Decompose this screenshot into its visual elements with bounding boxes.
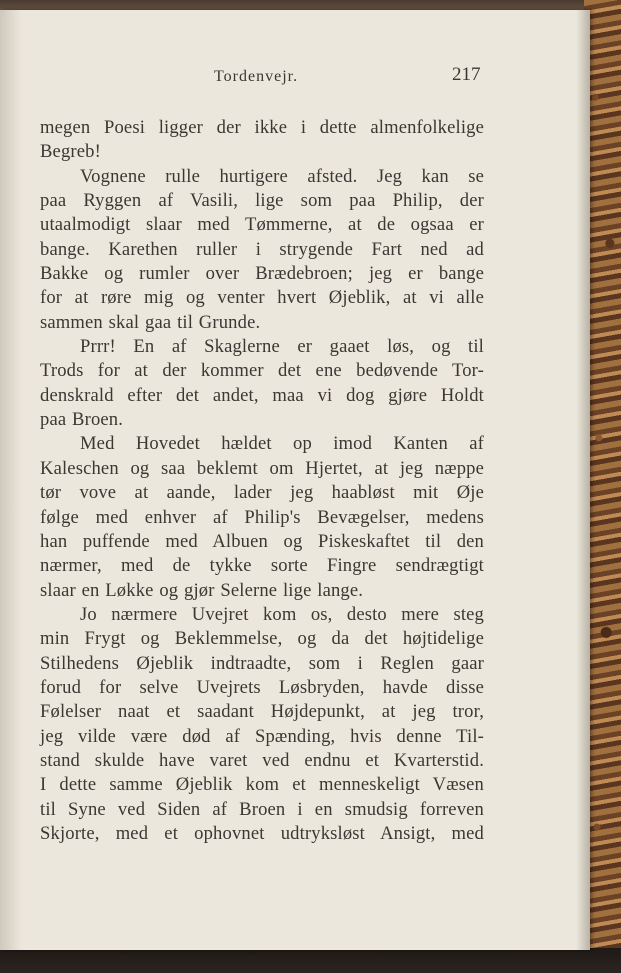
text-line: bange. Karethen ruller i strygende Fart ned ad — [40, 238, 484, 260]
text-line: Trods for at der kommer det ene bedøvende Tor- — [40, 360, 484, 382]
running-head — [0, 62, 590, 88]
text-line: sammen skal gaa til Grunde. — [40, 311, 261, 333]
text-line: Skjorte, med et ophovnet udtryksløst Ansigt, med — [40, 822, 484, 844]
text-line: Kaleschen og saa beklemt om Hjertet, at jeg næppe — [40, 457, 484, 479]
text-line: følge med enhver af Philip's Bevægelser, medens — [40, 506, 484, 528]
page-number: 217 — [452, 64, 481, 85]
text-line: utaalmodigt slaar med Tømmerne, at de ogsaa er — [40, 214, 484, 236]
text-line: Vognene rulle hurtigere afsted. Jeg kan se — [80, 165, 484, 187]
text-line: denskrald efter det andet, maa vi dog gjøre Holdt — [40, 384, 484, 406]
text-line: Følelser naat et saadant Højdepunkt, at jeg tror, — [40, 701, 484, 723]
text-line: nærmer, med de tykke sorte Fingre sendrægtigt — [40, 555, 484, 577]
text-line: Prrr! En af Skaglerne er gaaet løs, og til — [80, 336, 484, 358]
running-title: Tordenvejr. — [214, 68, 299, 85]
text-line: megen Poesi ligger der ikke i dette almenfolkelige — [40, 117, 484, 138]
book-page — [0, 10, 590, 950]
body-text — [40, 116, 484, 846]
text-line: tør vove at aande, lader jeg haabløst mit Øje — [40, 482, 484, 504]
book-bottom-edge — [0, 948, 621, 973]
text-line: paa Ryggen af Vasili, lige som paa Philip, der — [40, 190, 484, 212]
text-line: Jo nærmere Uvejret kom os, desto mere steg — [80, 603, 484, 625]
text-line: for at røre mig og venter hvert Øjeblik, at vi alle — [40, 287, 484, 309]
text-line: paa Broen. — [40, 409, 124, 431]
text-line: jeg vilde være død af Spænding, hvis denne Til- — [40, 725, 484, 747]
text-line: forud for selve Uvejrets Løsbryden, havde disse — [40, 676, 484, 698]
text-line: slaar en Løkke og gjør Selerne lige lange. — [40, 579, 364, 601]
text-line: til Syne ved Siden af Broen i en smudsig forreven — [40, 798, 484, 820]
text-line: Stilhedens Øjeblik indtraadte, som i Reglen gaar — [40, 652, 484, 674]
text-line: Begreb! — [40, 141, 101, 163]
text-line: min Frygt og Beklemmelse, og da det højtidelige — [40, 628, 484, 650]
text-line: han puffende med Albuen og Piskeskaftet til den — [40, 530, 484, 552]
text-line: Bakke og rumler over Brædebroen; jeg er bange — [40, 263, 484, 285]
text-line: Med Hovedet hældet op imod Kanten af — [80, 433, 484, 455]
text-line: I dette samme Øjeblik kom et menneskeligt Væsen — [40, 774, 484, 796]
text-line: stand skulde have varet ved endnu et Kvarterstid. — [40, 749, 484, 771]
